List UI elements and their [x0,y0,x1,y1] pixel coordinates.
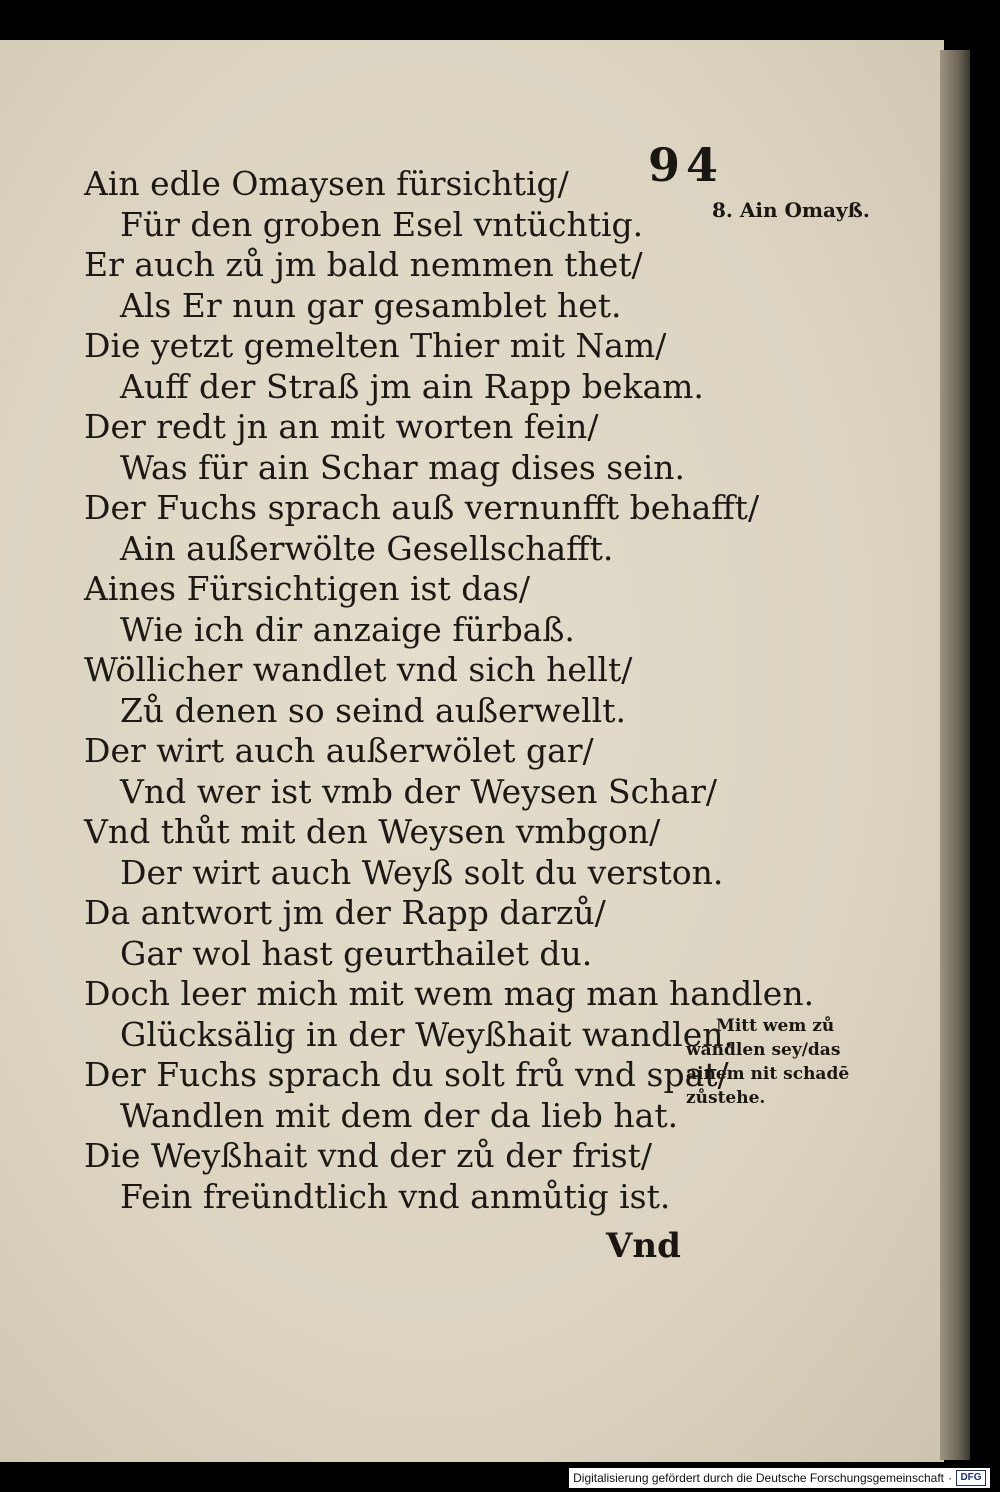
verse-line: Aines Fürsichtigen ist das/ [84,569,531,608]
verse-line: Der redt jn an mit worten fein/ [84,407,599,446]
verse-line: Auff der Straß jm ain Rapp bekam. [120,366,704,406]
margin-note-line: ainem nit schadē [686,1064,850,1084]
verse-line: Wöllicher wandlet vnd sich hellt/ [84,650,633,689]
margin-note-line: zůstehe. [686,1088,766,1108]
verse-line: Wandlen mit dem der da lieb hat. [120,1095,679,1135]
verse-line: Vnd thůt mit den Weysen vmbgon/ [84,812,661,851]
margin-note-line: Mitt wem zů [716,1016,835,1036]
verse-line: Für den groben Esel vntüchtig. [120,204,644,244]
verse-line: Der Fuchs sprach du solt frů vnd spat/ [84,1055,729,1094]
verse-line: Was für ain Schar mag dises sein. [120,447,686,487]
verse-line: Er auch zů jm bald nemmen thet/ [84,245,643,284]
page-number: 94 [648,138,725,192]
verse-line: Ain edle Omaysen fürsichtig/ [84,164,569,203]
verse-line: Der Fuchs sprach auß vernunfft behafft/ [84,488,760,527]
verse-line: Der wirt auch außerwölet gar/ [84,731,594,770]
verse-line: Wie ich dir anzaige fürbaß. [120,609,575,649]
verse-line: Vnd wer ist vmb der Weysen Schar/ [120,771,717,811]
verse-line: Ain außerwölte Gesellschafft. [120,528,614,568]
catchword: Vnd [606,1226,681,1266]
margin-heading: 8. Ain Omayß. [712,198,870,222]
margin-note [686,1014,886,1110]
funding-footer [569,1468,990,1488]
verse-line: Die Weyßhait vnd der zů der frist/ [84,1136,653,1175]
verse-line: Da antwort jm der Rapp darzů/ [84,893,606,932]
verse-line: Die yetzt gemelten Thier mit Nam/ [84,326,667,365]
page-edge [940,50,970,1460]
verse-line: Als Er nun gar gesamblet het. [120,285,622,325]
dfg-logo-icon: DFG [956,1470,986,1486]
margin-note-line: wandlen sey/das [686,1040,841,1060]
verse-line: Glücksälig in der Weyßhait wandlen. [120,1014,734,1054]
verse-line: Gar wol hast geurthailet du. [120,933,593,973]
verse-line: Zů denen so seind außerwellt. [120,690,626,730]
verse-line: Doch leer mich mit wem mag man handlen. [84,974,815,1013]
verse-line: Fein freündtlich vnd anmůtig ist. [120,1176,671,1216]
funding-text: Digitalisierung gefördert durch die Deutsche Forschungsgemeinschaft [573,1471,944,1485]
footer-separator-icon: · [948,1471,952,1485]
verse-line: Der wirt auch Weyß solt du verston. [120,852,724,892]
